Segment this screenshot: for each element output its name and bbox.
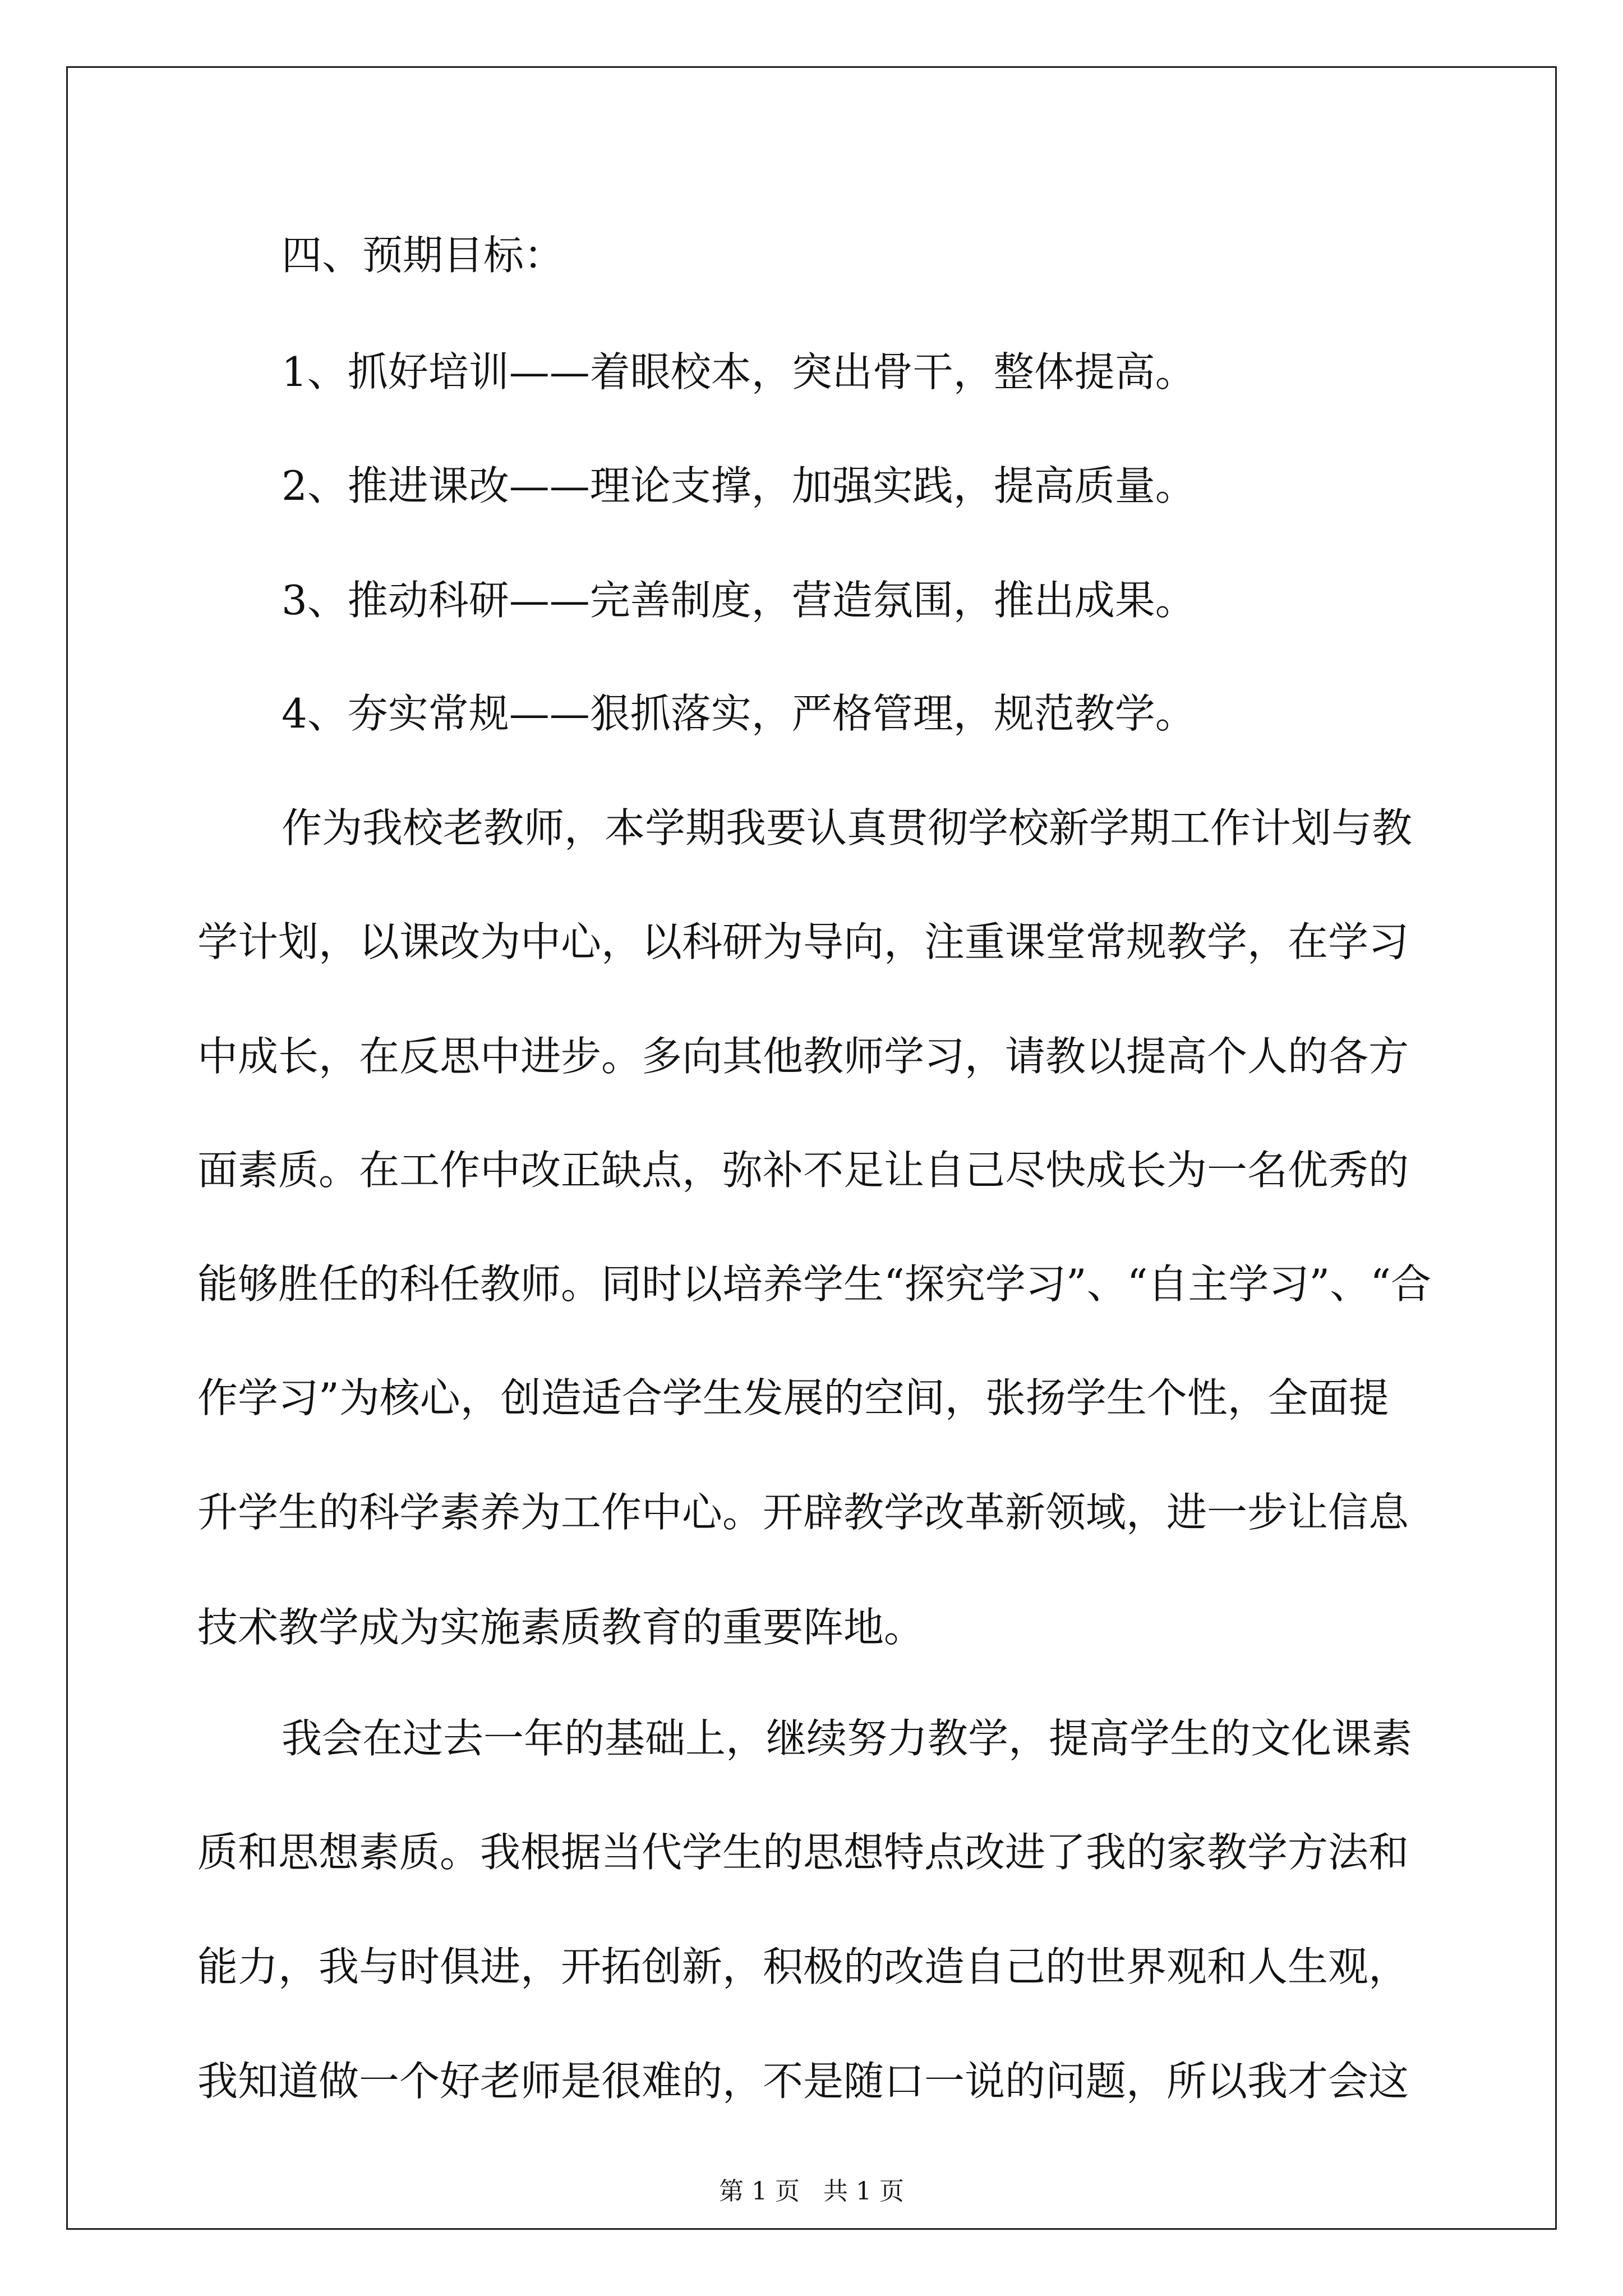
goal-item-2: 2、推进课改——理论支撑，加强实践，提高质量。: [282, 462, 1196, 509]
paragraph-1-line-3: 中成长，在反思中进步。多向其他教师学习，请教以提高个人的各方: [197, 1033, 1409, 1080]
paragraph-1-line-5: 能够胜任的科任教师。同时以培养学生“探究学习”、“自主学习”、“合: [197, 1260, 1432, 1308]
paragraph-2-line-1: 我会在过去一年的基础上，继续努力教学，提高学生的文化课素: [282, 1715, 1413, 1762]
paragraph-1-line-4: 面素质。在工作中改正缺点，弥补不足让自己尽快成长为一名优秀的: [197, 1147, 1409, 1194]
section-heading: 四、预期目标：: [282, 232, 565, 279]
paragraph-1-line-2: 学计划，以课改为中心，以科研为导向，注重课堂常规教学，在学习: [197, 918, 1409, 965]
paragraph-1-line-1: 作为我校老教师，本学期我要认真贯彻学校新学期工作计划与教: [282, 804, 1413, 852]
goal-item-1: 1、抓好培训——着眼校本，突出骨干，整体提高。: [282, 348, 1196, 395]
paragraph-1-line-8: 技术教学成为实施素质教育的重要阵地。: [197, 1604, 925, 1651]
page-number-footer: 第 1 页 共 1 页: [719, 2177, 904, 2206]
paragraph-2-line-2: 质和思想素质。我根据当代学生的思想特点改进了我的家教学方法和: [197, 1829, 1409, 1876]
paragraph-1-line-7: 升学生的科学素养为工作中心。开辟教学改革新领域，进一步让信息: [197, 1489, 1409, 1536]
paragraph-1-line-6: 作学习”为核心，创造适合学生发展的空间，张扬学生个性，全面提: [197, 1374, 1389, 1421]
goal-item-4: 4、夯实常规——狠抓落实，严格管理，规范教学。: [282, 690, 1196, 737]
paragraph-2-line-3: 能力，我与时俱进，开拓创新，积极的改造自己的世界观和人生观，: [197, 1943, 1409, 1990]
paragraph-2-line-4: 我知道做一个好老师是很难的，不是随口一说的问题，所以我才会这: [197, 2058, 1409, 2105]
goal-item-3: 3、推动科研——完善制度，营造氛围，推出成果。: [282, 577, 1196, 624]
